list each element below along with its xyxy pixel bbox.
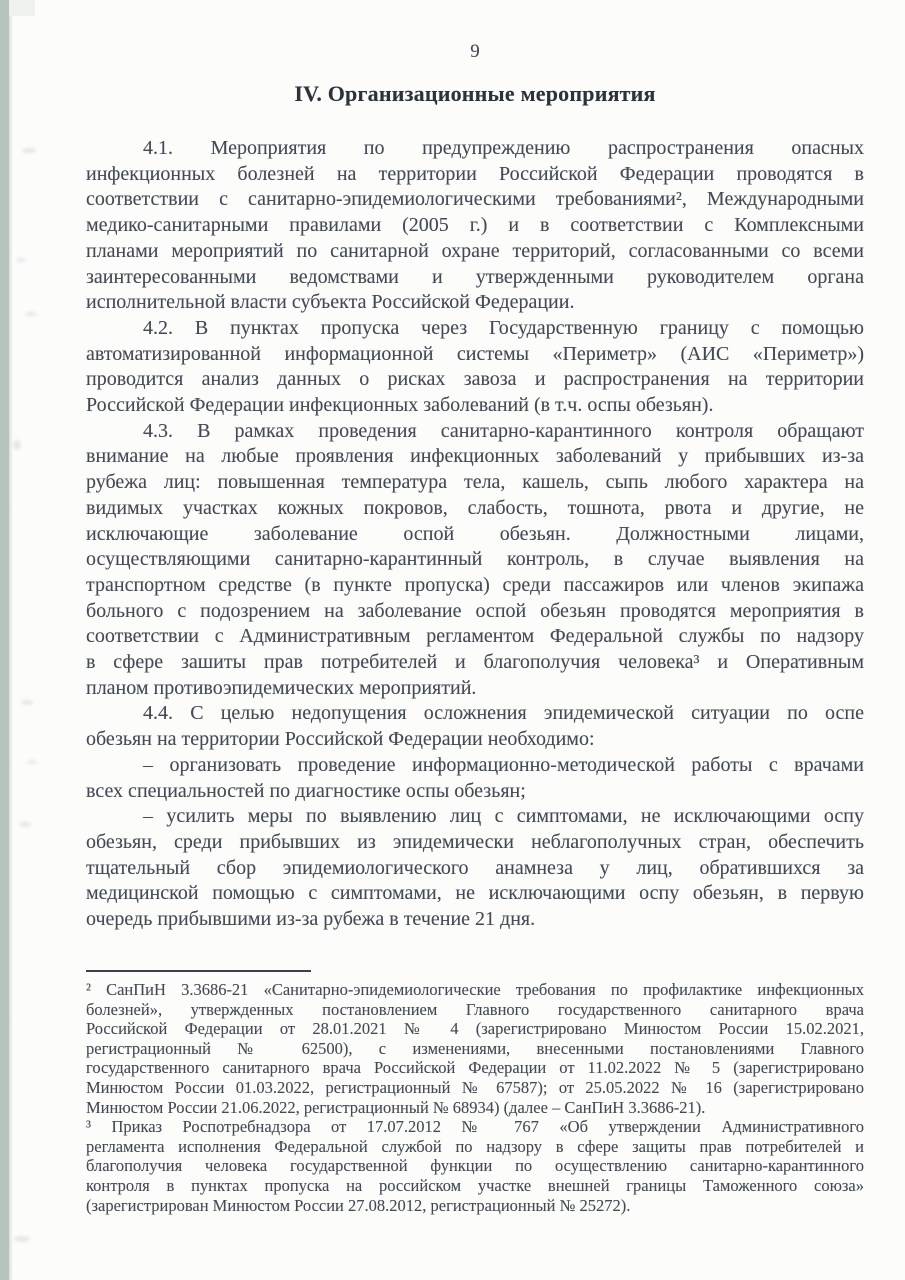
text-line: 4.1. Мероприятия по предупреждению распространения опасных [143,137,864,159]
paragraph-4-4 [86,701,864,752]
text-line: всех специальностей по диагностике оспы обезьян; [86,779,526,802]
text-line: внимание на любые проявления инфекционных заболеваний у прибывших из-за [86,445,864,468]
text-line: транспортном средстве (в пункте пропуска) среди пассажиров или членов экипажа [86,573,864,596]
text-line: соответствии с Административным регламентом Федеральной службы по надзору [86,625,864,648]
text-line: исключающие заболевание оспой обезьян. Должностными лицами, [86,522,864,545]
text-line: обезьян, среди прибывших из эпидемически неблагополучных стран, обеспечить [86,830,864,853]
text-line: автоматизированной информационной системы «Периметр» (АИС «Периметр») [86,342,864,365]
text-line: ² СанПиН 3.3686-21 «Санитарно-эпидемиологические требования по профилактике инфекционных [86,980,864,999]
text-line: рубежа лиц: повышенная температура тела, кашель, сыпь любого характера на [86,471,864,494]
text-line: болезней», утвержденных постановлением Главного государственного санитарного врача [86,999,864,1019]
scan-artifact [22,148,36,153]
text-line: Минюстом России 01.03.2022, регистрационный № 67587); от 25.05.2022 № 16 (зарегистрировано [86,1077,864,1097]
text-line: исполнительной власти субъекта Российской Федерации. [86,291,575,314]
text-line: осуществляющими санитарно-карантинный контроль, в случае выявления на [86,548,864,571]
section-heading: IV. Организационные мероприятия [294,81,656,106]
text-line: благополучия человека государственной функции по осуществлению санитарно-карантинного [86,1156,864,1176]
text-line: больного с подозрением на заболевание оспой обезьян проводятся мероприятия в [86,599,864,622]
text-line: – усилить меры по выявлению лиц с симптомами, не исключающими оспу [143,805,864,828]
text-line: заинтересованными ведомствами и утвержденными руководителем органа [86,265,864,288]
body-text [86,136,864,933]
text-line: тщательный сбор эпидемиологического анамнеза у лиц, обратившихся за [86,856,864,879]
text-line: 4.4. С целью недопущения осложнения эпидемической ситуации по оспе [143,702,864,725]
text-line: регистрационный № 62500), с изменениями, внесенными постановлениями Главного [86,1038,864,1058]
text-line: медико-санитарными правилами (2005 г.) и в соответствии с Комплексными [86,214,864,237]
paragraph-4-3 [86,419,864,702]
scan-artifact [27,760,37,764]
text-line: планами мероприятий по санитарной охране территорий, согласованными со всеми [86,239,864,262]
page-number: 9 [470,41,480,62]
text-line: обезьян на территории Российской Федерации необходимо: [86,728,595,751]
scan-edge-fade [9,0,13,1280]
text-line: в сфере зашиты прав потребителей и благополучия человека³ и Оперативным [86,651,864,674]
text-line: 4.2. В пунктах пропуска через Государственную границу с помощью [143,316,864,339]
text-line: ³ Приказ Роспотребнадзора от 17.07.2012 № 767 «Об утверждении Административного [86,1117,864,1137]
scan-corner-artifact [9,0,35,16]
text-line: проводится анализ данных о рисках завоза и распространения на территории [86,368,864,391]
text-line: Российской Федерации инфекционных заболеваний (в т.ч. оспы обезьян). [86,394,714,417]
paragraph-4-1 [86,136,864,316]
text-line: медицинской помощью с симптомами, не исключающими оспу обезьян, в первую [86,882,864,905]
paragraph-4-2 [86,316,864,419]
scan-artifact [13,440,21,450]
text-line: очередь прибывшими из-за рубежа в течение 21 дня. [86,908,536,931]
footnote-3 [86,1117,864,1215]
footnote-separator [86,970,311,972]
text-line: (зарегистрирован Минюстом России 27.08.2012, регистрационный № 25272). [86,1195,631,1215]
scan-artifact [14,1236,30,1242]
text-line: Минюстом России 21.06.2022, регистрационный № 68934) (далее – СанПиН 3.3686-21). [86,1097,706,1117]
text-line: регламента исполнения Федеральной службой по надзору в сфере защиты прав потребителей и [86,1136,864,1156]
text-line: контроля в пунктах пропуска на российском участке внешней границы Таможенного союза» [86,1175,864,1195]
text-line: видимых участках кожных покровов, слабость, тошнота, рвота и другие, не [86,496,864,519]
footnotes [86,980,864,1215]
text-line: инфекционных болезней на территории Российской Федерации проводятся в [86,162,864,185]
scan-artifact [21,700,33,705]
scan-edge-strip [0,0,9,1280]
scan-artifact [19,822,31,827]
text-line: соответствии с санитарно-эпидемиологическими требованиями², Международными [86,188,864,211]
text-line: 4.3. В рамках проведения санитарно-карантинного контроля обращают [143,419,864,442]
text-line: государственного санитарного врача Российской Федерации от 11.02.2022 № 5 (зарегистрировано [86,1058,864,1078]
text-line: Российской Федерации от 28.01.2021 № 4 (зарегистрировано Минюстом России 15.02.2021, [86,1019,864,1039]
text-line: – организовать проведение информационно-методической работы с врачами [143,753,864,776]
paragraph-bullet-1 [86,753,864,804]
text-line: планом противоэпидемических мероприятий. [86,676,477,699]
scan-artifact [16,258,26,262]
paragraph-bullet-2 [86,804,864,933]
scan-artifact [25,312,37,316]
footnote-2 [86,980,864,1117]
